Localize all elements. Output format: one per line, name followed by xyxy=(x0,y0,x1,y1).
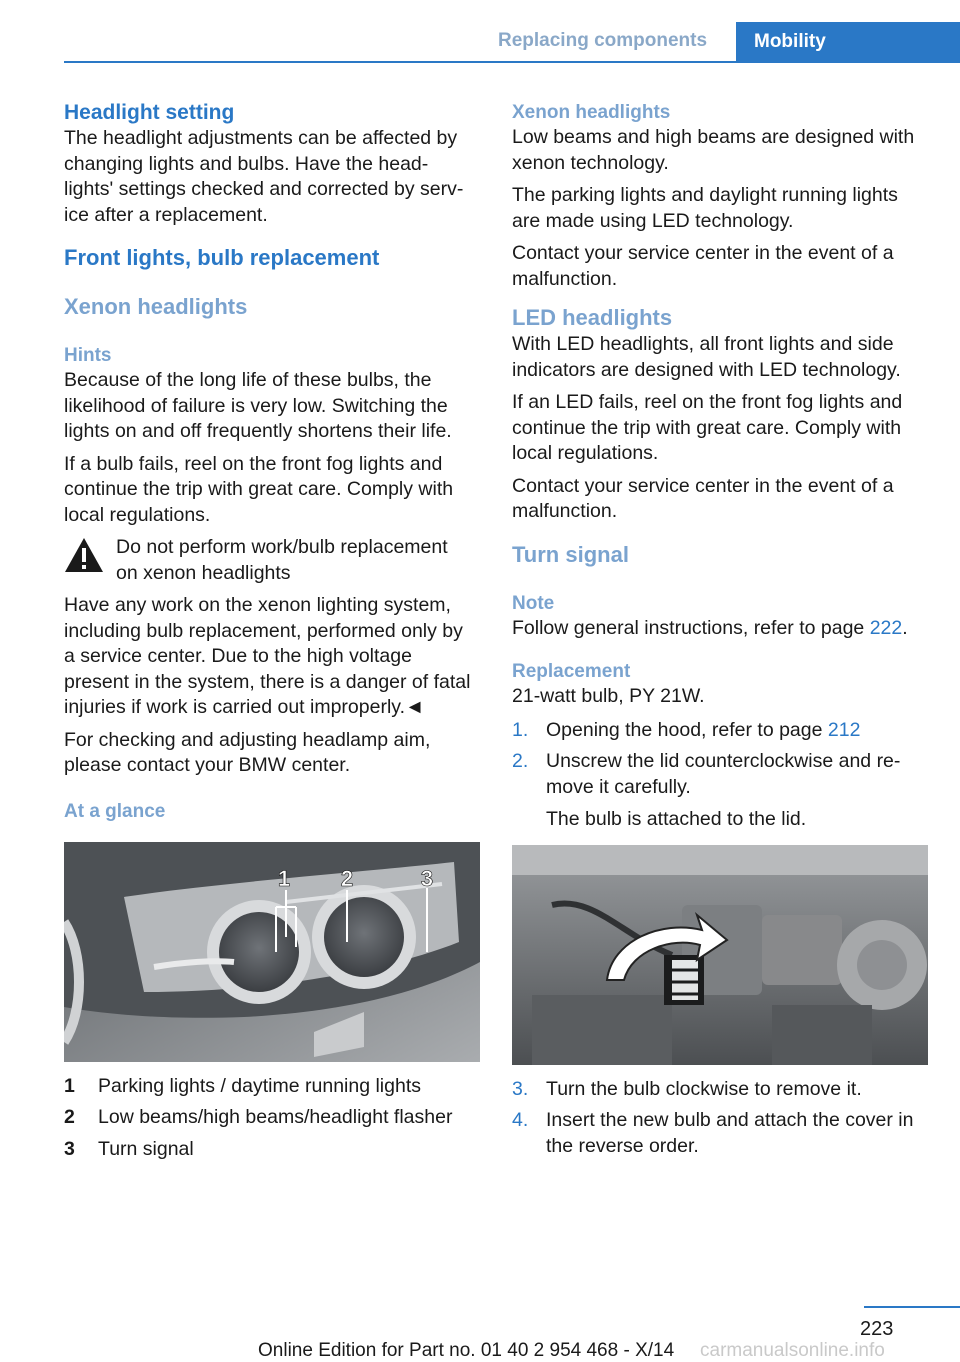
xenon-paragraph-2 xyxy=(512,183,930,234)
list-item xyxy=(512,718,930,744)
text-line: Insert the new bulb and attach the cover in xyxy=(546,1109,914,1131)
heading-note: Note xyxy=(512,592,555,614)
text-line: ice after a replacement. xyxy=(64,203,268,226)
right-column xyxy=(512,100,930,1165)
text-line: The bulb is attached to the lid. xyxy=(546,808,807,830)
heading-led-headlights: LED headlights xyxy=(512,305,673,330)
text-line: Contact your service center in the event of a xyxy=(512,474,894,497)
text-line: Because of the long life of these bulbs, the xyxy=(64,369,432,391)
hints-paragraph-2 xyxy=(64,452,480,529)
text-line: the reverse order. xyxy=(546,1134,699,1157)
warning-body xyxy=(64,593,480,721)
header-rule xyxy=(64,61,960,63)
legend-number: 1 xyxy=(64,1074,75,1097)
text-line: continue the trip with great care. Comply with xyxy=(64,478,454,500)
text-line: please contact your BMW center. xyxy=(64,754,351,776)
text-line: malfunction. xyxy=(512,267,618,290)
headlight-setting-text xyxy=(64,126,480,228)
warning-triangle-icon xyxy=(64,537,104,573)
text-line: With LED headlights, all front lights and side xyxy=(512,333,894,355)
footer-rule xyxy=(864,1306,960,1308)
figure-legend xyxy=(64,1074,480,1163)
text-line: The parking lights and daylight running lights xyxy=(512,184,898,206)
text-line: local regulations. xyxy=(512,442,659,464)
note-end: . xyxy=(902,616,908,639)
xenon-paragraph-1 xyxy=(512,125,930,176)
legend-number: 2 xyxy=(64,1106,75,1128)
steps-list-b xyxy=(512,1077,930,1160)
step-number: 4. xyxy=(512,1109,529,1131)
xenon-paragraph-3 xyxy=(512,241,930,292)
warning-title-line: on xenon headlights xyxy=(116,561,291,584)
text-line: injuries if work is carried out improperly.◄ xyxy=(64,696,425,718)
page-number: 223 xyxy=(860,1318,894,1340)
text-line: Opening the hood, refer to page xyxy=(546,718,828,741)
note-paragraph xyxy=(512,616,930,642)
text-line: For checking and adjusting headlamp aim, xyxy=(64,728,431,751)
text-line: including bulb replacement, performed only by xyxy=(64,619,463,642)
step-number: 3. xyxy=(512,1077,529,1100)
heading-front-lights: Front lights, bulb replacement xyxy=(64,245,380,270)
headlight-illustration xyxy=(64,842,480,1062)
heading-at-a-glance: At a glance xyxy=(64,800,166,822)
warning-block xyxy=(64,535,480,586)
page-link[interactable]: 212 xyxy=(827,718,861,741)
step-number: 1. xyxy=(512,718,529,741)
page-header xyxy=(0,0,960,64)
engine-bay-illustration xyxy=(512,845,928,1065)
aim-paragraph xyxy=(64,728,480,779)
legend-text: Turn signal xyxy=(98,1137,194,1160)
text-line: xenon technology. xyxy=(512,151,669,174)
text-line: Unscrew the lid counterclockwise and re‐ xyxy=(546,750,901,772)
text-line: a service center. Due to the high voltage xyxy=(64,645,412,667)
heading-replacement: Replacement xyxy=(512,661,631,682)
callout-3: 3 xyxy=(420,865,434,891)
led-paragraph-2 xyxy=(512,390,930,467)
led-paragraph-1 xyxy=(512,332,930,383)
heading-hints: Hints xyxy=(64,345,112,366)
engine-figure xyxy=(512,845,928,1065)
text-line: malfunction. xyxy=(512,500,618,522)
text-line: lights' settings checked and corrected by serv‐ xyxy=(64,178,464,200)
step-number: 2. xyxy=(512,750,529,772)
text-line: lights on and off frequently shortens their life. xyxy=(64,420,452,442)
text-line: Have any work on the xenon lighting system, xyxy=(64,594,451,616)
legend-number: 3 xyxy=(64,1137,75,1160)
heading-headlight-setting: Headlight setting xyxy=(64,101,235,124)
text-line: move it carefully. xyxy=(546,775,691,798)
step-text: Turn the bulb clockwise to remove it. xyxy=(546,1077,862,1100)
text-line: are made using LED technology. xyxy=(512,209,794,232)
legend-item xyxy=(64,1137,480,1163)
callout-2: 2 xyxy=(340,865,354,891)
chapter-tab: Mobility xyxy=(736,22,960,62)
step-text xyxy=(546,749,930,833)
list-item xyxy=(512,749,930,833)
text-line: The headlight adjustments can be affected by xyxy=(64,127,458,149)
text-line: continue the trip with great care. Comply with xyxy=(512,416,902,439)
section-title: Replacing components xyxy=(498,30,708,51)
headlight-figure xyxy=(64,842,480,1062)
text-line: likelihood of failure is very low. Switching the xyxy=(64,394,448,417)
text-line: If a bulb fails, reel on the front fog lights and xyxy=(64,452,443,475)
callout-1: 1 xyxy=(277,865,291,891)
list-item xyxy=(512,1077,930,1103)
text-line: local regulations. xyxy=(64,503,211,526)
edition-line: Online Edition for Part no. 01 40 2 954 468 - X/14 xyxy=(258,1340,675,1361)
heading-turn-signal: Turn signal xyxy=(512,541,629,567)
legend-text: Low beams/high beams/headlight flasher xyxy=(98,1106,453,1128)
text-line: present in the system, there is a danger of fatal xyxy=(64,670,471,693)
note-text: Follow general instructions, refer to page xyxy=(512,616,870,639)
legend-item xyxy=(64,1105,480,1131)
step-text xyxy=(546,718,930,744)
legend-text: Parking lights / daytime running lights xyxy=(98,1074,421,1097)
hints-paragraph-1 xyxy=(64,368,480,445)
step-text xyxy=(546,1108,930,1159)
led-paragraph-3 xyxy=(512,474,930,525)
page-link[interactable]: 222 xyxy=(869,616,903,639)
left-column xyxy=(64,100,480,1168)
heading-xenon-headlights: Xenon headlights xyxy=(64,294,248,319)
list-item xyxy=(512,1108,930,1159)
steps-list-a xyxy=(512,718,930,833)
text-line: Contact your service center in the event of a xyxy=(512,242,894,264)
text-line: indicators are designed with LED technology. xyxy=(512,358,901,381)
text-line: Low beams and high beams are designed with xyxy=(512,126,915,148)
watermark: carmanualsonline.info xyxy=(700,1340,885,1361)
legend-item xyxy=(64,1074,480,1100)
warning-title-line: Do not perform work/bulb replacement xyxy=(116,536,448,558)
replacement-text: 21-watt bulb, PY 21W. xyxy=(512,685,705,707)
text-line: If an LED fails, reel on the front fog lights and xyxy=(512,391,903,413)
text-line: changing lights and bulbs. Have the head‐ xyxy=(64,152,429,175)
heading-xenon-headlights-right: Xenon headlights xyxy=(512,102,671,123)
